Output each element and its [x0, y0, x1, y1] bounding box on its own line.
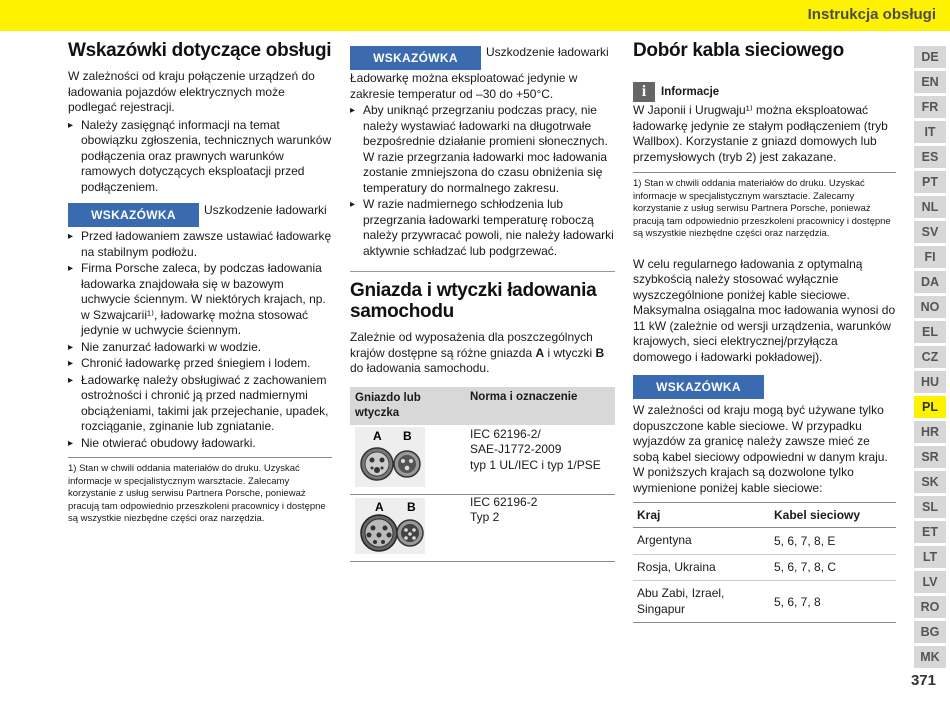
table-row [633, 554, 896, 581]
bullet-list [68, 118, 332, 196]
table-header [633, 503, 896, 528]
warning-badge: WSKAZÓWKA [350, 46, 481, 70]
list-item: ▸ Nie zanurzać ładowarki w wodzie. [68, 340, 332, 356]
language-tab-no[interactable]: NO [914, 296, 946, 318]
warning-text: W poniższych krajach są dozwolone tylko wymienione poniżej kable sieciowe: [633, 465, 854, 495]
table-row [633, 528, 896, 555]
svg-text:A: A [373, 428, 382, 443]
language-tab-bg[interactable]: BG [914, 621, 946, 643]
cable-cell: 5, 6, 7, 8, E [774, 533, 836, 548]
warning-box [350, 46, 615, 70]
connector-image-type2 [350, 494, 460, 561]
language-tab-hu[interactable]: HU [914, 371, 946, 393]
info-title: Informacje [661, 86, 720, 98]
cable-table [633, 502, 896, 623]
table-row [350, 494, 615, 561]
list-item: ▸ Przed ładowaniem zawsze ustawiać ładowarkę na stabilnym podłożu. [68, 229, 332, 260]
warning-text: W zależności od kraju mogą być używane tylko dopuszczone kable sieciowe. W przypadku wyjazdów za granicę należy zawsze mieć ze sobą kabel sieciowy odpowiedni w danym kraju. [633, 403, 888, 464]
language-tab-da[interactable]: DA [914, 271, 946, 293]
type2-connector-icon [355, 498, 425, 554]
body-paragraph: W celu regularnego ładowania z optymalną szybkością należy stosować wyłącznie wyszczególnione poniżej kable sieciowe. Maksymalna osiągalna moc ładowania wynosi do 11 kW (zależnie od wersji urządzenia, warunków krajowych, sieci elektrycznej/przyłącza domowego i ładowarki pokładowej). [633, 256, 896, 364]
list-item: ▸ Nie otwierać obudowy ładowarki. [68, 436, 332, 452]
intro-text: Zależnie od wyposażenia dla poszczególnych krajów dostępne są różne gniazda A i wtyczki B do ładowania samochodu. [350, 330, 605, 375]
list-item: ▸ Chronić ładowarkę przed śniegiem i lodem. [68, 356, 332, 372]
language-tab-sl[interactable]: SL [914, 496, 946, 518]
column-header: Gniazdo lub wtyczka [355, 391, 421, 419]
language-tab-cz[interactable]: CZ [914, 346, 946, 368]
language-tab-fr[interactable]: FR [914, 96, 946, 118]
column-header: Kraj [637, 508, 661, 522]
language-tab-fi[interactable]: FI [914, 246, 946, 268]
column-operating-tips [68, 40, 332, 526]
language-tab-el[interactable]: EL [914, 321, 946, 343]
footnote: 1) Stan w chwili oddania materiałów do druku. Uzyskać informacje w specjalistycznym warsztacie. Zalecamy korzystanie z usług serwisu Partnera Porsche, ponieważ pracują tam odpowiednio przeszkoleni pracownicy i dostępne są wszystkie niezbędne części oraz narzędzia. [633, 172, 896, 241]
warning-box [68, 203, 332, 227]
page-number: 371 [910, 672, 936, 689]
connector-image-type1 [350, 425, 460, 495]
cable-cell: 5, 6, 7, 8 [774, 594, 821, 609]
svg-text:B: B [403, 428, 412, 443]
table-header [350, 387, 615, 425]
language-tab-it[interactable]: IT [914, 121, 946, 143]
table-row [350, 425, 615, 495]
language-tab-pl[interactable]: PL [914, 396, 946, 418]
country-cell: Abu Zabi, Izrael, Singapur [637, 586, 725, 616]
list-item: ▸ Należy zasięgnąć informacji na temat obowiązku zgłoszenia, technicznych warunków podłączenia oraz prawnych warunków ramowych dotyczących eksploatacji przed podłączeniem. [68, 118, 332, 196]
norm-cell: IEC 62196-2/ SAE-J1772-2009 typ 1 UL/IEC i typ 1/PSE [470, 426, 601, 472]
list-item: ▸ W razie nadmiernego schłodzenia lub przegrzania ładowarki temperaturę roboczą należy przywracać powoli, nie należy ładowarki aktywnie schładzać lub podgrzewać. [350, 197, 615, 259]
language-tab-sk[interactable]: SK [914, 471, 946, 493]
list-item: ▸ Ładowarkę należy obsługiwać z zachowaniem ostrożności i chronić ją przed nadmiernymi obciążeniami, takimi jak przejechanie, upadek, rozciąganie, zginanie lub zgniatanie. [68, 373, 332, 435]
list-item: ▸ Firma Porsche zaleca, by podczas ładowania ładowarka znajdowała się w bazowym uchwycie ściennym. W niektórych krajach, np. w Szwajcarii¹⁾, ładowarkę można stosować jedynie w uchwycie ściennym. [68, 261, 332, 339]
language-tab-sv[interactable]: SV [914, 221, 946, 243]
language-tab-et[interactable]: ET [914, 521, 946, 543]
intro-text: W zależności od kraju połączenie urządzeń do ładowania pojazdów elektrycznych może podlegać rejestracji. [68, 69, 315, 114]
info-icon: i [633, 82, 655, 102]
language-tab-nl[interactable]: NL [914, 196, 946, 218]
warning-label: Uszkodzenie ładowarki [486, 45, 609, 59]
column-cable-selection [633, 40, 896, 623]
table-row [633, 581, 896, 623]
info-box-header [633, 82, 896, 102]
connector-table [350, 387, 615, 562]
svg-text:A: A [375, 499, 384, 514]
column-charging [350, 46, 615, 562]
section-heading: Wskazówki dotyczące obsługi [68, 40, 332, 61]
warning-badge: WSKAZÓWKA [68, 203, 199, 227]
info-text: W Japonii i Urugwaju¹⁾ można eksploatować ładowarkę jedynie ze stałym podłączeniem (tryb Wallbox). Korzystanie z gniazd domowych lub przemysłowych (tryb 2) jest zakazane. [633, 103, 888, 164]
language-tab-es[interactable]: ES [914, 146, 946, 168]
country-cell: Rosja, Ukraina [637, 559, 716, 574]
bullet-list [350, 103, 615, 259]
language-tab-de[interactable]: DE [914, 46, 946, 68]
language-tab-pt[interactable]: PT [914, 171, 946, 193]
header-bar [0, 0, 950, 31]
header-title: Instrukcja obsługi [807, 6, 936, 23]
list-item: ▸ Aby uniknąć przegrzaniu podczas pracy, nie należy wystawiać ładowarki na długotrwałe bezpośrednie działanie promieni słonecznych. W razie przegrzania ładowarki moc ładowania zostanie zmniejszona do czasu obniżenia się temperatury do normalnego zakresu. [350, 103, 615, 196]
language-tab-en[interactable]: EN [914, 71, 946, 93]
column-header: Kabel sieciowy [774, 508, 861, 522]
column-header: Norma i oznaczenie [470, 390, 578, 403]
language-tab-hr[interactable]: HR [914, 421, 946, 443]
language-sidebar [914, 46, 950, 671]
section-divider [350, 271, 615, 377]
cable-cell: 5, 6, 7, 8, C [774, 560, 837, 575]
section-heading: Gniazda i wtyczki ładowania samochodu [350, 280, 597, 322]
warning-badge: WSKAZÓWKA [633, 375, 764, 399]
language-tab-ro[interactable]: RO [914, 596, 946, 618]
bullet-list [68, 229, 332, 451]
language-tab-lv[interactable]: LV [914, 571, 946, 593]
warning-text: Ładowarkę można eksploatować jedynie w zakresie temperatur od –30 do +50°C. [350, 71, 578, 101]
footnote: 1) Stan w chwili oddania materiałów do druku. Uzyskać informacje w specjalistycznym warsztacie. Zalecamy korzystanie z usług serwisu Partnera Porsche, ponieważ pracują tam odpowiednio przeszkoleni pracownicy i dostępne są wszystkie niezbędne części oraz narzędzia. [68, 457, 332, 526]
language-tab-lt[interactable]: LT [914, 546, 946, 568]
type1-connector-icon [355, 427, 425, 487]
norm-cell: IEC 62196-2 Typ 2 [470, 494, 538, 524]
language-tab-mk[interactable]: MK [914, 646, 946, 668]
country-cell: Argentyna [637, 533, 692, 547]
section-heading: Dobór kabla sieciowego [633, 40, 844, 61]
warning-label: Uszkodzenie ładowarki [204, 203, 327, 217]
language-tab-sr[interactable]: SR [914, 446, 946, 468]
svg-text:B: B [407, 499, 416, 514]
